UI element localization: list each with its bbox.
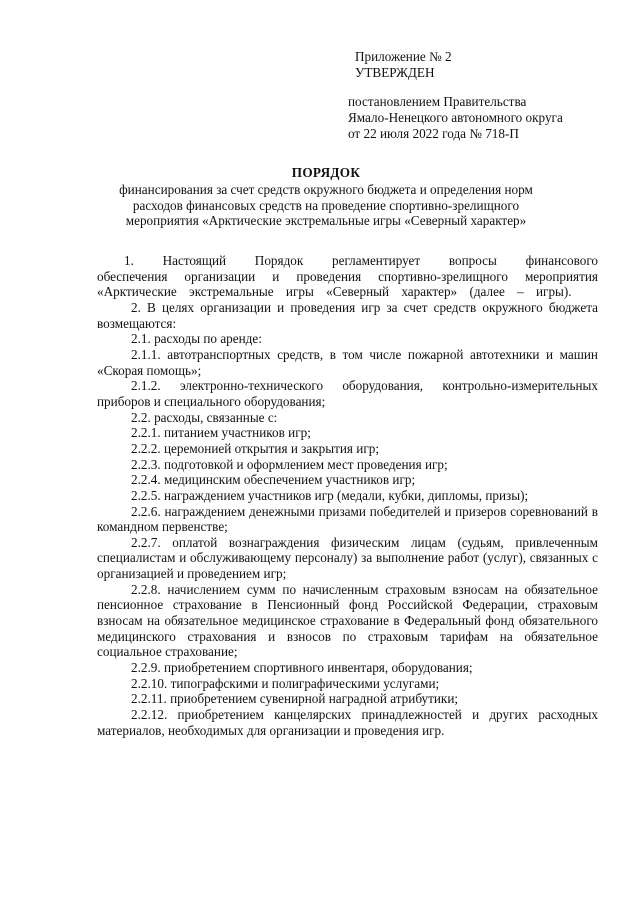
document-body xyxy=(97,253,598,738)
paragraph: 2.2. расходы, связанные с: xyxy=(131,409,278,425)
paragraph: 2.2.2. церемонией открытия и закрытия игр; xyxy=(131,440,379,456)
paragraph: 2.2.6. награждением денежными призами победителей и призеров соревнований в командном первенстве; xyxy=(97,503,598,535)
paragraph: 2.2.11. приобретением сувенирной наградной атрибутики; xyxy=(131,691,459,707)
paragraph: 2.1. расходы по аренде: xyxy=(131,331,262,347)
document-subtitle-line-2: расходов финансовых средств на проведение спортивно-зрелищного xyxy=(132,197,520,213)
paragraph: 2.2.10. типографскими и полиграфическими услугами; xyxy=(131,675,440,691)
paragraph: 2.2.1. питанием участников игр; xyxy=(131,425,311,441)
paragraph: 2.2.12. приобретением канцелярских принадлежностей и других расходных материалов, необходимых для организации и проведения игр. xyxy=(97,707,598,738)
appendix-status: УТВЕРЖДЕН xyxy=(355,65,435,80)
paragraph: 2.1.2. электронно-технического оборудования, контрольно-измерительных приборов и специального оборудования; xyxy=(97,378,598,409)
paragraph: 2. В целях организации и проведения игр за счет средств окружного бюджета возмещаются: xyxy=(97,299,598,331)
document-subtitle-line-3: мероприятия «Арктические экстремальные игры «Северный характер» xyxy=(125,213,527,229)
document-title: ПОРЯДОК xyxy=(291,165,361,180)
paragraph: 1. Настоящий Порядок регламентирует вопросы финансового обеспечения организации и проведения спортивно-зрелищного мероприятия «Арктические экстремальные игры «Северный характер» (далее – игры). xyxy=(97,253,598,300)
document-title-block xyxy=(60,165,592,229)
paragraph: 2.2.9. приобретением спортивного инвентаря, оборудования; xyxy=(131,660,473,676)
paragraph: 2.2.8. начислением сумм по начисленным страховым взносам на обязательное пенсионное страхование в Пенсионный фонд Российской Федерации, страховым взносам на обязательное медицинское страхование в Федеральный фонд обязательного медицинского страхования и взносов по страховым тарифам на обязательное социальное страхование; xyxy=(97,581,598,660)
appendix-header xyxy=(355,49,452,81)
paragraph: 2.2.4. медицинским обеспечением участников игр; xyxy=(131,472,416,488)
document-subtitle-line-1: финансирования за счет средств окружного бюджета и определения норм xyxy=(119,181,533,197)
paragraph: 2.1.1. автотранспортных средств, в том числе пожарной автотехники и машин «Скорая помощь»; xyxy=(97,346,598,378)
paragraph: 2.2.3. подготовкой и оформлением мест проведения игр; xyxy=(131,456,448,472)
paragraph: 2.2.7. оплатой вознаграждения физическим лицам (судьям, привлеченным специалистам и обслуживающему персоналу) за выполнение работ (услуг), связанных с организацией и проведением игр; xyxy=(97,534,598,582)
approval-line-1: постановлением Правительства xyxy=(348,94,527,109)
approval-block xyxy=(348,94,563,141)
appendix-number: Приложение № 2 xyxy=(355,49,452,64)
approval-line-2: Ямало-Ненецкого автономного округа xyxy=(348,109,563,125)
paragraph: 2.2.5. награждением участников игр (медали, кубки, дипломы, призы); xyxy=(131,487,529,503)
approval-line-3: от 22 июля 2022 года № 718-П xyxy=(348,125,519,141)
